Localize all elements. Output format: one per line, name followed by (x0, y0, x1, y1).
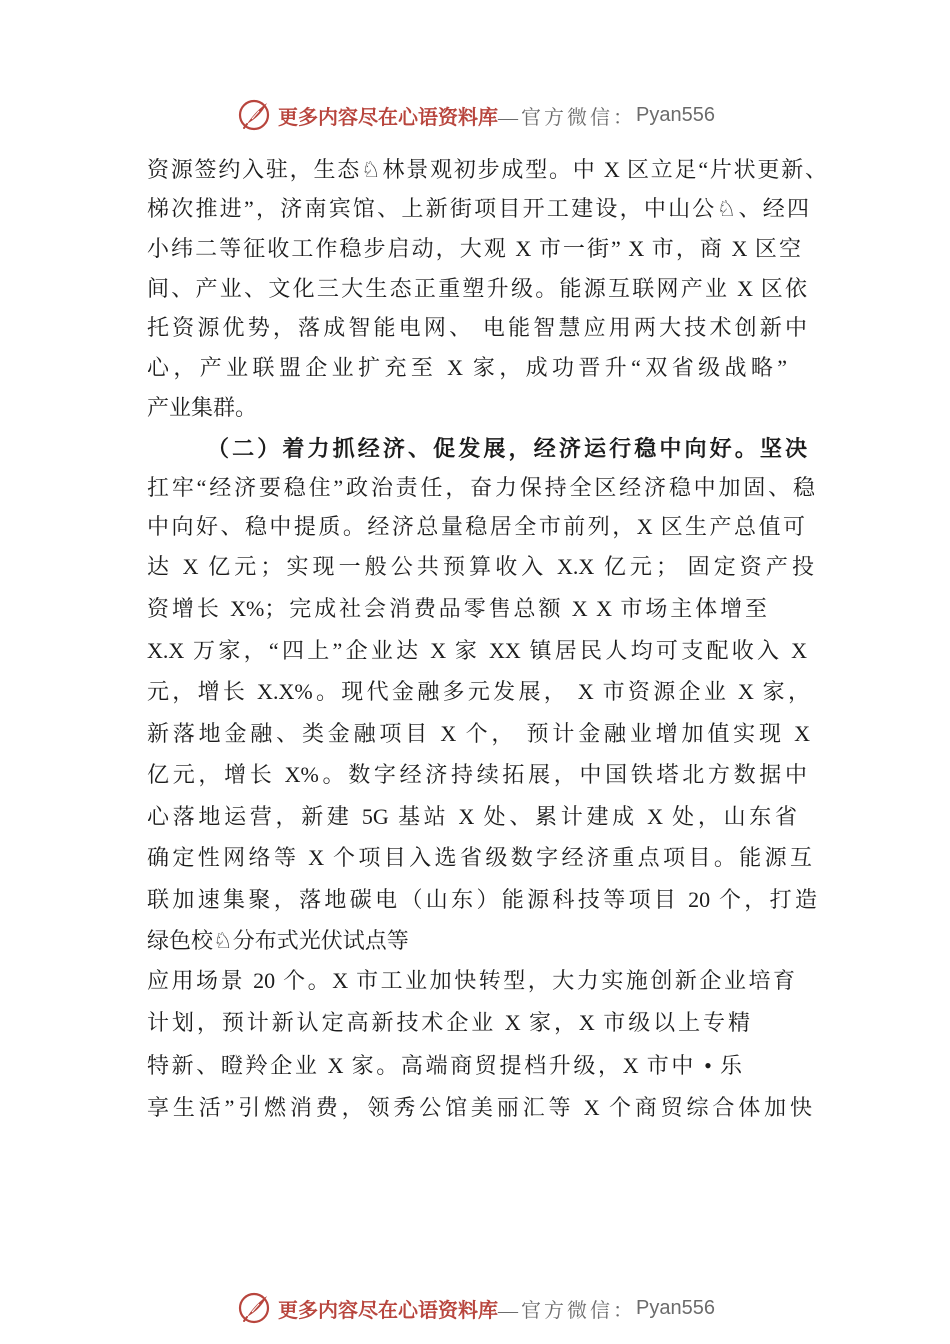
page-footer-banner (238, 1291, 715, 1325)
body-line: 元，增长 X.X%。现代金融多元发展， X 市资源企业 X 家， (147, 679, 810, 704)
body-line: 心，产业联盟企业扩充至 X 家，成功晋升“双省级战略” (147, 355, 787, 380)
body-line: 联加速集聚，落地碳电（山东）能源科技等项目 20 个，打造 (147, 887, 817, 912)
footer-wechat-label: —官方微信： (498, 1299, 636, 1322)
quill-pen-logo-icon (238, 98, 272, 132)
body-line: 中向好、稳中提质。经济总量稳居全市前列，X 区生产总值可 (147, 514, 805, 539)
body-line: 应用场景 20 个。X 市工业加快转型，大力实施创新企业培育 (147, 968, 795, 993)
footer-brand-text: 更多内容尽在心语资料库 (278, 1299, 498, 1322)
body-line: 确定性网络等 X 个项目入选省级数字经济重点项目。能源互 (147, 845, 812, 870)
page-header-banner (238, 98, 715, 132)
body-line: 享生活”引燃消费，领秀公馆美丽汇等 X 个商贸综合体加快 (147, 1095, 812, 1120)
header-brand-text: 更多内容尽在心语资料库 (278, 106, 498, 129)
quill-pen-logo-icon (238, 1291, 272, 1325)
body-line: 产业集群。 (147, 395, 258, 420)
header-wechat-id: Pyan556 (636, 103, 715, 126)
body-line: 梯次推进”，济南宾馆、上新街项目开工建设，中山公♘、经四 (147, 196, 809, 221)
body-line: 资增长 X%；完成社会消费品零售总额 X X 市场主体增至 (147, 596, 767, 621)
body-line: 达 X 亿元；实现一般公共预算收入 X.X 亿元； 固定资产投 (147, 554, 814, 579)
body-line: 心落地运营，新建 5G 基站 X 处、累计建成 X 处，山东省 (147, 804, 797, 829)
section-heading-line: （二）着力抓经济、促发展，经济运行稳中向好。坚决 (207, 436, 807, 461)
body-line: 新落地金融、类金融项目 X 个， 预计金融业增加值实现 X (147, 721, 810, 746)
body-line: X.X 万家，“四上”企业达 X 家 XX 镇居民人均可支配收入 X (147, 638, 807, 663)
body-line: 亿元，增长 X%。数字经济持续拓展，中国铁塔北方数据中 (147, 762, 807, 787)
body-line: 小纬二等征收工作稳步启动，大观 X 市一街” X 市，商 X 区空 (147, 236, 801, 261)
body-line: 特新、瞪羚企业 X 家。高端商贸提档升级，X 市中 • 乐 (147, 1053, 742, 1078)
header-wechat-label: —官方微信： (498, 106, 636, 129)
body-line: 间、产业、文化三大生态正重塑升级。能源互联网产业 X 区依 (147, 276, 807, 301)
footer-wechat-id: Pyan556 (636, 1296, 715, 1319)
body-line: 托资源优势，落成智能电网、 电能智慧应用两大技术创新中 (147, 315, 807, 340)
body-line: 资源签约入驻，生态♘林景观初步成型。中 X 区立足“片状更新、 (147, 157, 827, 182)
body-line: 扛牢“经济要稳住”政治责任，奋力保持全区经济稳中加固、稳 (147, 475, 815, 500)
body-line: 计划，预计新认定高新技术企业 X 家，X 市级以上专精 (147, 1010, 750, 1035)
body-line: 绿色校♘分布式光伏试点等 (147, 928, 409, 953)
